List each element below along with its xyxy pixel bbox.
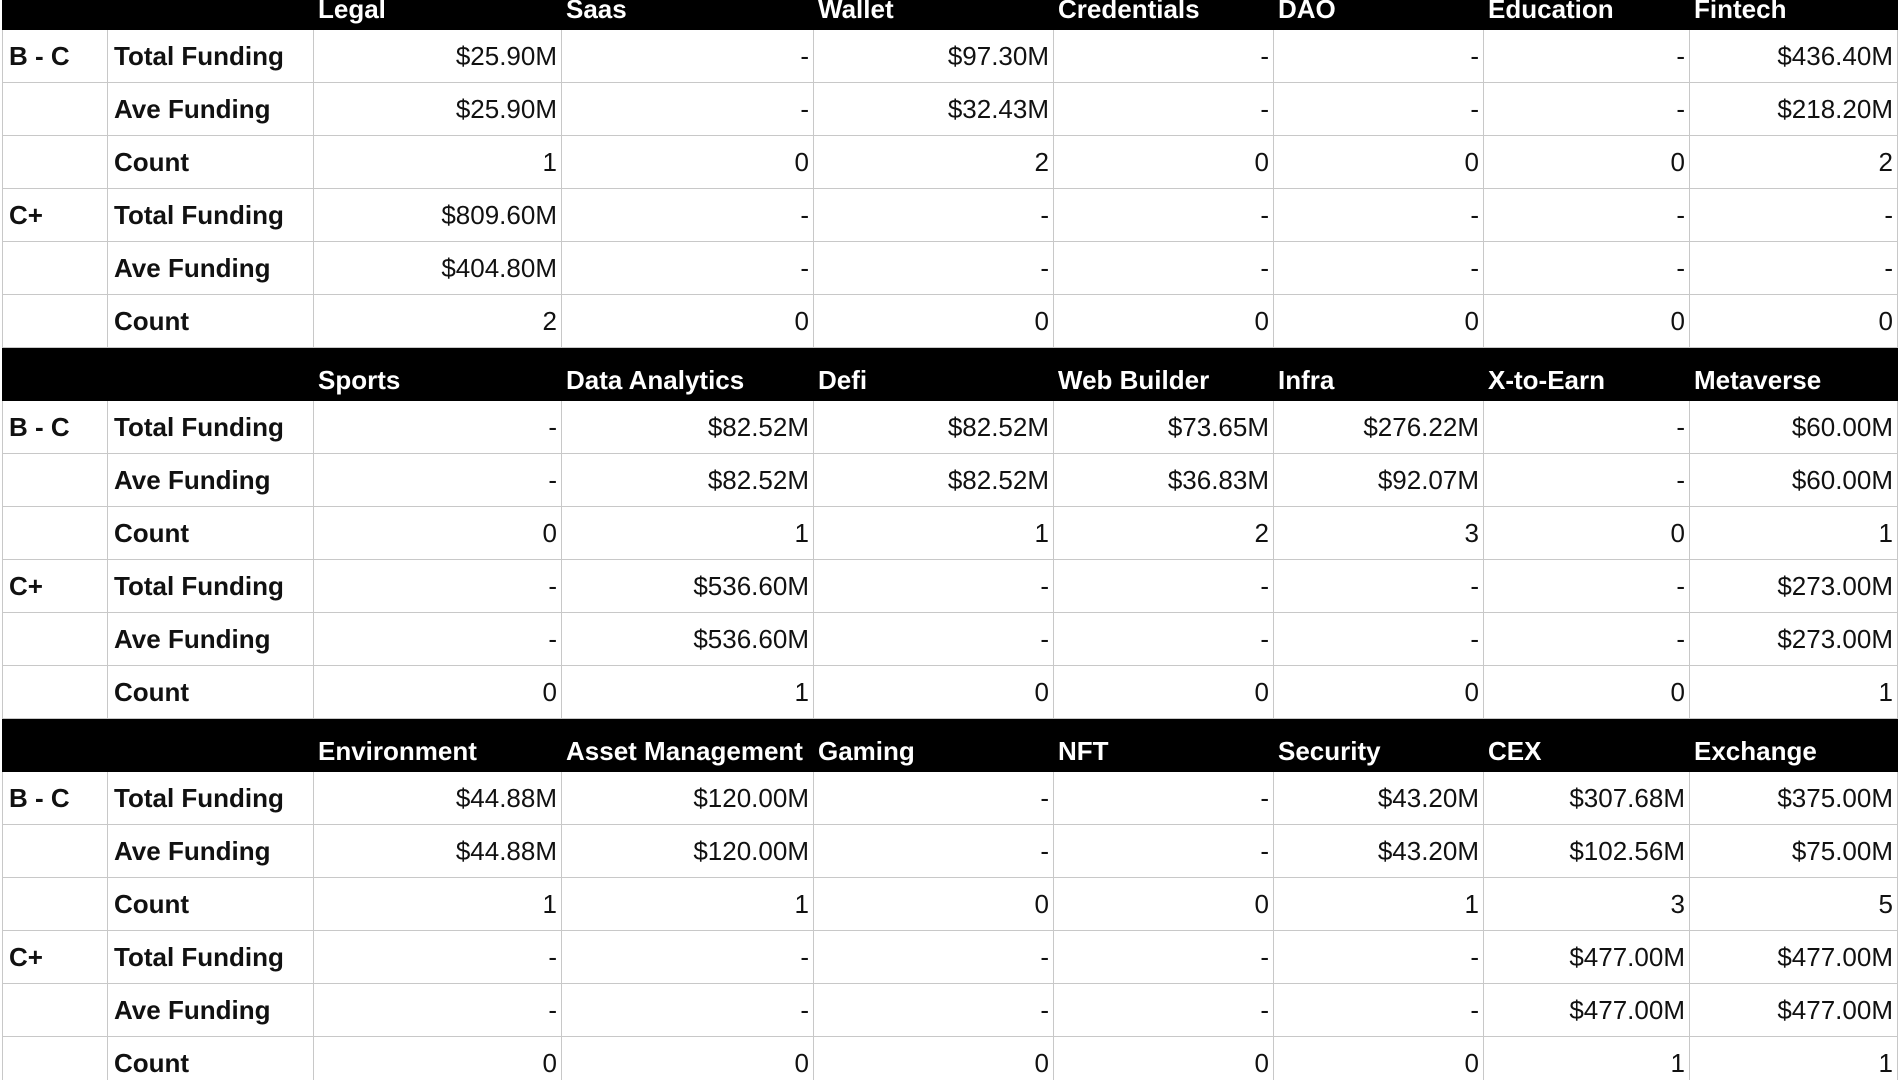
metric-label-cell[interactable]: Count <box>108 666 314 719</box>
stage-cell[interactable] <box>3 507 108 560</box>
stage-cell[interactable] <box>3 984 108 1037</box>
table-row <box>3 772 1898 825</box>
metric-label-cell[interactable]: Ave Funding <box>108 242 314 295</box>
value-cell[interactable]: - <box>314 401 562 454</box>
value-cell[interactable]: - <box>1054 984 1274 1037</box>
value-cell[interactable]: - <box>1274 984 1484 1037</box>
value-cell[interactable]: 0 <box>1690 295 1898 348</box>
value-cell[interactable]: - <box>1054 242 1274 295</box>
metric-label-cell[interactable]: Ave Funding <box>108 825 314 878</box>
category-header-cell[interactable]: DAO <box>1274 0 1484 30</box>
value-cell[interactable]: - <box>1484 560 1690 613</box>
value-cell[interactable]: 0 <box>1054 295 1274 348</box>
value-cell[interactable]: $82.52M <box>814 401 1054 454</box>
value-cell[interactable]: - <box>562 242 814 295</box>
value-cell[interactable]: 1 <box>1690 1037 1898 1080</box>
value-cell[interactable]: - <box>1484 242 1690 295</box>
value-cell[interactable]: $36.83M <box>1054 454 1274 507</box>
value-cell[interactable]: 1 <box>314 878 562 931</box>
value-cell[interactable]: 0 <box>562 136 814 189</box>
table-row <box>3 878 1898 931</box>
category-header-cell[interactable]: Fintech <box>1690 0 1898 30</box>
value-cell[interactable]: - <box>1484 83 1690 136</box>
value-cell[interactable]: $273.00M <box>1690 560 1898 613</box>
category-header-cell[interactable]: Environment <box>314 719 562 772</box>
table-row <box>3 613 1898 666</box>
value-cell[interactable]: - <box>562 30 814 83</box>
value-cell[interactable]: $44.88M <box>314 772 562 825</box>
table-row <box>3 189 1898 242</box>
value-cell[interactable]: 0 <box>314 507 562 560</box>
metric-label-cell[interactable]: Total Funding <box>108 560 314 613</box>
value-cell[interactable]: - <box>1484 30 1690 83</box>
value-cell[interactable]: $436.40M <box>1690 30 1898 83</box>
category-header-row <box>3 719 1898 772</box>
value-cell[interactable]: 1 <box>562 507 814 560</box>
category-header-cell[interactable]: Legal <box>314 0 562 30</box>
table-row <box>3 560 1898 613</box>
value-cell[interactable]: - <box>814 613 1054 666</box>
header-blank-cell[interactable] <box>108 348 314 401</box>
value-cell[interactable]: - <box>814 189 1054 242</box>
category-header-cell[interactable]: Asset Management <box>562 719 814 772</box>
value-cell[interactable]: 0 <box>1484 666 1690 719</box>
metric-label-cell[interactable]: Count <box>108 136 314 189</box>
value-cell[interactable]: 3 <box>1484 878 1690 931</box>
value-cell[interactable]: - <box>814 825 1054 878</box>
value-cell[interactable]: 2 <box>1690 136 1898 189</box>
category-header-cell[interactable]: X-to-Earn <box>1484 348 1690 401</box>
category-header-cell[interactable]: CEX <box>1484 719 1690 772</box>
value-cell[interactable]: - <box>314 931 562 984</box>
value-cell[interactable]: - <box>1484 189 1690 242</box>
value-cell[interactable]: - <box>1484 613 1690 666</box>
value-cell[interactable]: 0 <box>1274 666 1484 719</box>
stage-cell[interactable] <box>3 825 108 878</box>
value-cell[interactable]: - <box>1274 560 1484 613</box>
value-cell[interactable]: 0 <box>562 295 814 348</box>
metric-label-cell[interactable]: Total Funding <box>108 772 314 825</box>
value-cell[interactable]: - <box>814 984 1054 1037</box>
value-cell[interactable]: 1 <box>314 136 562 189</box>
table-row <box>3 30 1898 83</box>
value-cell[interactable]: - <box>1054 772 1274 825</box>
value-cell[interactable]: $404.80M <box>314 242 562 295</box>
header-blank-cell[interactable] <box>108 0 314 30</box>
value-cell[interactable]: - <box>1274 189 1484 242</box>
table-row <box>3 1037 1898 1080</box>
header-blank-cell[interactable] <box>3 348 108 401</box>
metric-label-cell[interactable]: Count <box>108 507 314 560</box>
value-cell[interactable]: 0 <box>814 666 1054 719</box>
category-header-cell[interactable]: NFT <box>1054 719 1274 772</box>
stage-cell[interactable] <box>3 878 108 931</box>
header-blank-cell[interactable] <box>3 0 108 30</box>
category-header-cell[interactable]: Infra <box>1274 348 1484 401</box>
value-cell[interactable]: - <box>314 560 562 613</box>
value-cell[interactable]: $276.22M <box>1274 401 1484 454</box>
value-cell[interactable]: 0 <box>814 295 1054 348</box>
value-cell[interactable]: - <box>1274 30 1484 83</box>
value-cell[interactable]: 1 <box>562 878 814 931</box>
table-row <box>3 295 1898 348</box>
value-cell[interactable]: 0 <box>1054 1037 1274 1080</box>
header-blank-cell[interactable] <box>108 719 314 772</box>
metric-label-cell[interactable]: Total Funding <box>108 931 314 984</box>
value-cell[interactable]: - <box>1690 189 1898 242</box>
value-cell[interactable]: 0 <box>314 1037 562 1080</box>
category-header-cell[interactable]: Web Builder <box>1054 348 1274 401</box>
value-cell[interactable]: 0 <box>1054 666 1274 719</box>
value-cell[interactable]: - <box>562 931 814 984</box>
stage-cell[interactable]: B - C <box>3 401 108 454</box>
value-cell[interactable]: $120.00M <box>562 825 814 878</box>
table-row <box>3 507 1898 560</box>
value-cell[interactable]: 0 <box>1484 136 1690 189</box>
value-cell[interactable]: 0 <box>1274 136 1484 189</box>
value-cell[interactable]: $809.60M <box>314 189 562 242</box>
value-cell[interactable]: $44.88M <box>314 825 562 878</box>
value-cell[interactable]: 0 <box>1054 878 1274 931</box>
table-row <box>3 454 1898 507</box>
stage-cell[interactable] <box>3 295 108 348</box>
value-cell[interactable]: 0 <box>1484 295 1690 348</box>
table-row <box>3 931 1898 984</box>
value-cell[interactable]: - <box>1484 401 1690 454</box>
value-cell[interactable]: $97.30M <box>814 30 1054 83</box>
value-cell[interactable]: 0 <box>1274 295 1484 348</box>
table-row <box>3 136 1898 189</box>
value-cell[interactable]: - <box>1274 242 1484 295</box>
value-cell[interactable]: - <box>562 83 814 136</box>
value-cell[interactable]: 2 <box>314 295 562 348</box>
table-row <box>3 83 1898 136</box>
stage-cell[interactable] <box>3 613 108 666</box>
category-header-cell[interactable]: Defi <box>814 348 1054 401</box>
value-cell[interactable]: - <box>1274 83 1484 136</box>
stage-cell[interactable] <box>3 242 108 295</box>
value-cell[interactable]: - <box>1054 931 1274 984</box>
value-cell[interactable]: $477.00M <box>1690 984 1898 1037</box>
value-cell[interactable]: 0 <box>314 666 562 719</box>
value-cell[interactable]: $536.60M <box>562 613 814 666</box>
value-cell[interactable]: $32.43M <box>814 83 1054 136</box>
value-cell[interactable]: $273.00M <box>1690 613 1898 666</box>
category-header-cell[interactable]: Credentials <box>1054 0 1274 30</box>
value-cell[interactable]: - <box>1274 931 1484 984</box>
metric-label-cell[interactable]: Count <box>108 1037 314 1080</box>
value-cell[interactable]: 5 <box>1690 878 1898 931</box>
value-cell[interactable]: 0 <box>814 878 1054 931</box>
stage-cell[interactable]: B - C <box>3 30 108 83</box>
category-header-cell[interactable]: Metaverse <box>1690 348 1898 401</box>
category-header-cell[interactable]: Sports <box>314 348 562 401</box>
value-cell[interactable]: - <box>1054 825 1274 878</box>
value-cell[interactable]: $375.00M <box>1690 772 1898 825</box>
metric-label-cell[interactable]: Total Funding <box>108 30 314 83</box>
value-cell[interactable]: - <box>814 560 1054 613</box>
stage-cell[interactable] <box>3 1037 108 1080</box>
value-cell[interactable]: - <box>1690 242 1898 295</box>
value-cell[interactable]: 1 <box>562 666 814 719</box>
value-cell[interactable]: - <box>814 772 1054 825</box>
value-cell[interactable]: - <box>1054 560 1274 613</box>
table-row <box>3 242 1898 295</box>
stage-cell[interactable] <box>3 454 108 507</box>
value-cell[interactable]: $43.20M <box>1274 772 1484 825</box>
value-cell[interactable]: - <box>1274 613 1484 666</box>
value-cell[interactable]: 0 <box>1274 1037 1484 1080</box>
value-cell[interactable]: 0 <box>1054 136 1274 189</box>
category-header-row <box>3 348 1898 401</box>
value-cell[interactable]: $75.00M <box>1690 825 1898 878</box>
value-cell[interactable]: $307.68M <box>1484 772 1690 825</box>
value-cell[interactable]: 1 <box>814 507 1054 560</box>
value-cell[interactable]: 1 <box>1484 1037 1690 1080</box>
table-row <box>3 401 1898 454</box>
value-cell[interactable]: - <box>1054 83 1274 136</box>
value-cell[interactable]: 1 <box>1274 878 1484 931</box>
value-cell[interactable]: - <box>562 984 814 1037</box>
value-cell[interactable]: $120.00M <box>562 772 814 825</box>
value-cell[interactable]: $218.20M <box>1690 83 1898 136</box>
value-cell[interactable]: 1 <box>1690 666 1898 719</box>
stage-cell[interactable]: C+ <box>3 189 108 242</box>
header-blank-cell[interactable] <box>3 719 108 772</box>
value-cell[interactable]: $92.07M <box>1274 454 1484 507</box>
metric-label-cell[interactable]: Ave Funding <box>108 613 314 666</box>
value-cell[interactable]: $82.52M <box>562 454 814 507</box>
category-header-cell[interactable]: Security <box>1274 719 1484 772</box>
value-cell[interactable]: - <box>1484 454 1690 507</box>
value-cell[interactable]: $60.00M <box>1690 454 1898 507</box>
value-cell[interactable]: $82.52M <box>562 401 814 454</box>
value-cell[interactable]: - <box>1054 189 1274 242</box>
table-row <box>3 984 1898 1037</box>
value-cell[interactable]: $477.00M <box>1484 984 1690 1037</box>
value-cell[interactable]: - <box>562 189 814 242</box>
value-cell[interactable]: $477.00M <box>1484 931 1690 984</box>
value-cell[interactable]: $43.20M <box>1274 825 1484 878</box>
table-row <box>3 666 1898 719</box>
value-cell[interactable]: - <box>814 931 1054 984</box>
value-cell[interactable]: 2 <box>1054 507 1274 560</box>
value-cell[interactable]: $25.90M <box>314 83 562 136</box>
metric-label-cell[interactable]: Ave Funding <box>108 454 314 507</box>
category-header-cell[interactable]: Wallet <box>814 0 1054 30</box>
category-header-cell[interactable]: Education <box>1484 0 1690 30</box>
metric-label-cell[interactable]: Ave Funding <box>108 984 314 1037</box>
metric-label-cell[interactable]: Count <box>108 878 314 931</box>
category-header-cell[interactable]: Saas <box>562 0 814 30</box>
stage-cell[interactable]: C+ <box>3 931 108 984</box>
stage-cell[interactable]: B - C <box>3 772 108 825</box>
value-cell[interactable]: 3 <box>1274 507 1484 560</box>
metric-label-cell[interactable]: Ave Funding <box>108 83 314 136</box>
value-cell[interactable]: 0 <box>814 1037 1054 1080</box>
stage-cell[interactable]: C+ <box>3 560 108 613</box>
table-row <box>3 825 1898 878</box>
value-cell[interactable]: 1 <box>1690 507 1898 560</box>
value-cell[interactable]: - <box>314 454 562 507</box>
funding-table <box>2 0 1898 1080</box>
stage-cell[interactable] <box>3 666 108 719</box>
category-header-cell[interactable]: Data Analytics <box>562 348 814 401</box>
value-cell[interactable]: - <box>1054 30 1274 83</box>
value-cell[interactable]: $25.90M <box>314 30 562 83</box>
value-cell[interactable]: $82.52M <box>814 454 1054 507</box>
value-cell[interactable]: - <box>314 613 562 666</box>
metric-label-cell[interactable]: Total Funding <box>108 189 314 242</box>
stage-cell[interactable] <box>3 83 108 136</box>
value-cell[interactable]: 2 <box>814 136 1054 189</box>
value-cell[interactable]: - <box>314 984 562 1037</box>
category-header-cell[interactable]: Exchange <box>1690 719 1898 772</box>
value-cell[interactable]: 0 <box>562 1037 814 1080</box>
stage-cell[interactable] <box>3 136 108 189</box>
metric-label-cell[interactable]: Count <box>108 295 314 348</box>
category-header-cell[interactable]: Gaming <box>814 719 1054 772</box>
value-cell[interactable]: $73.65M <box>1054 401 1274 454</box>
value-cell[interactable]: $60.00M <box>1690 401 1898 454</box>
value-cell[interactable]: $102.56M <box>1484 825 1690 878</box>
value-cell[interactable]: $536.60M <box>562 560 814 613</box>
value-cell[interactable]: - <box>814 242 1054 295</box>
category-header-row <box>3 0 1898 30</box>
metric-label-cell[interactable]: Total Funding <box>108 401 314 454</box>
value-cell[interactable]: $477.00M <box>1690 931 1898 984</box>
value-cell[interactable]: 0 <box>1484 507 1690 560</box>
value-cell[interactable]: - <box>1054 613 1274 666</box>
